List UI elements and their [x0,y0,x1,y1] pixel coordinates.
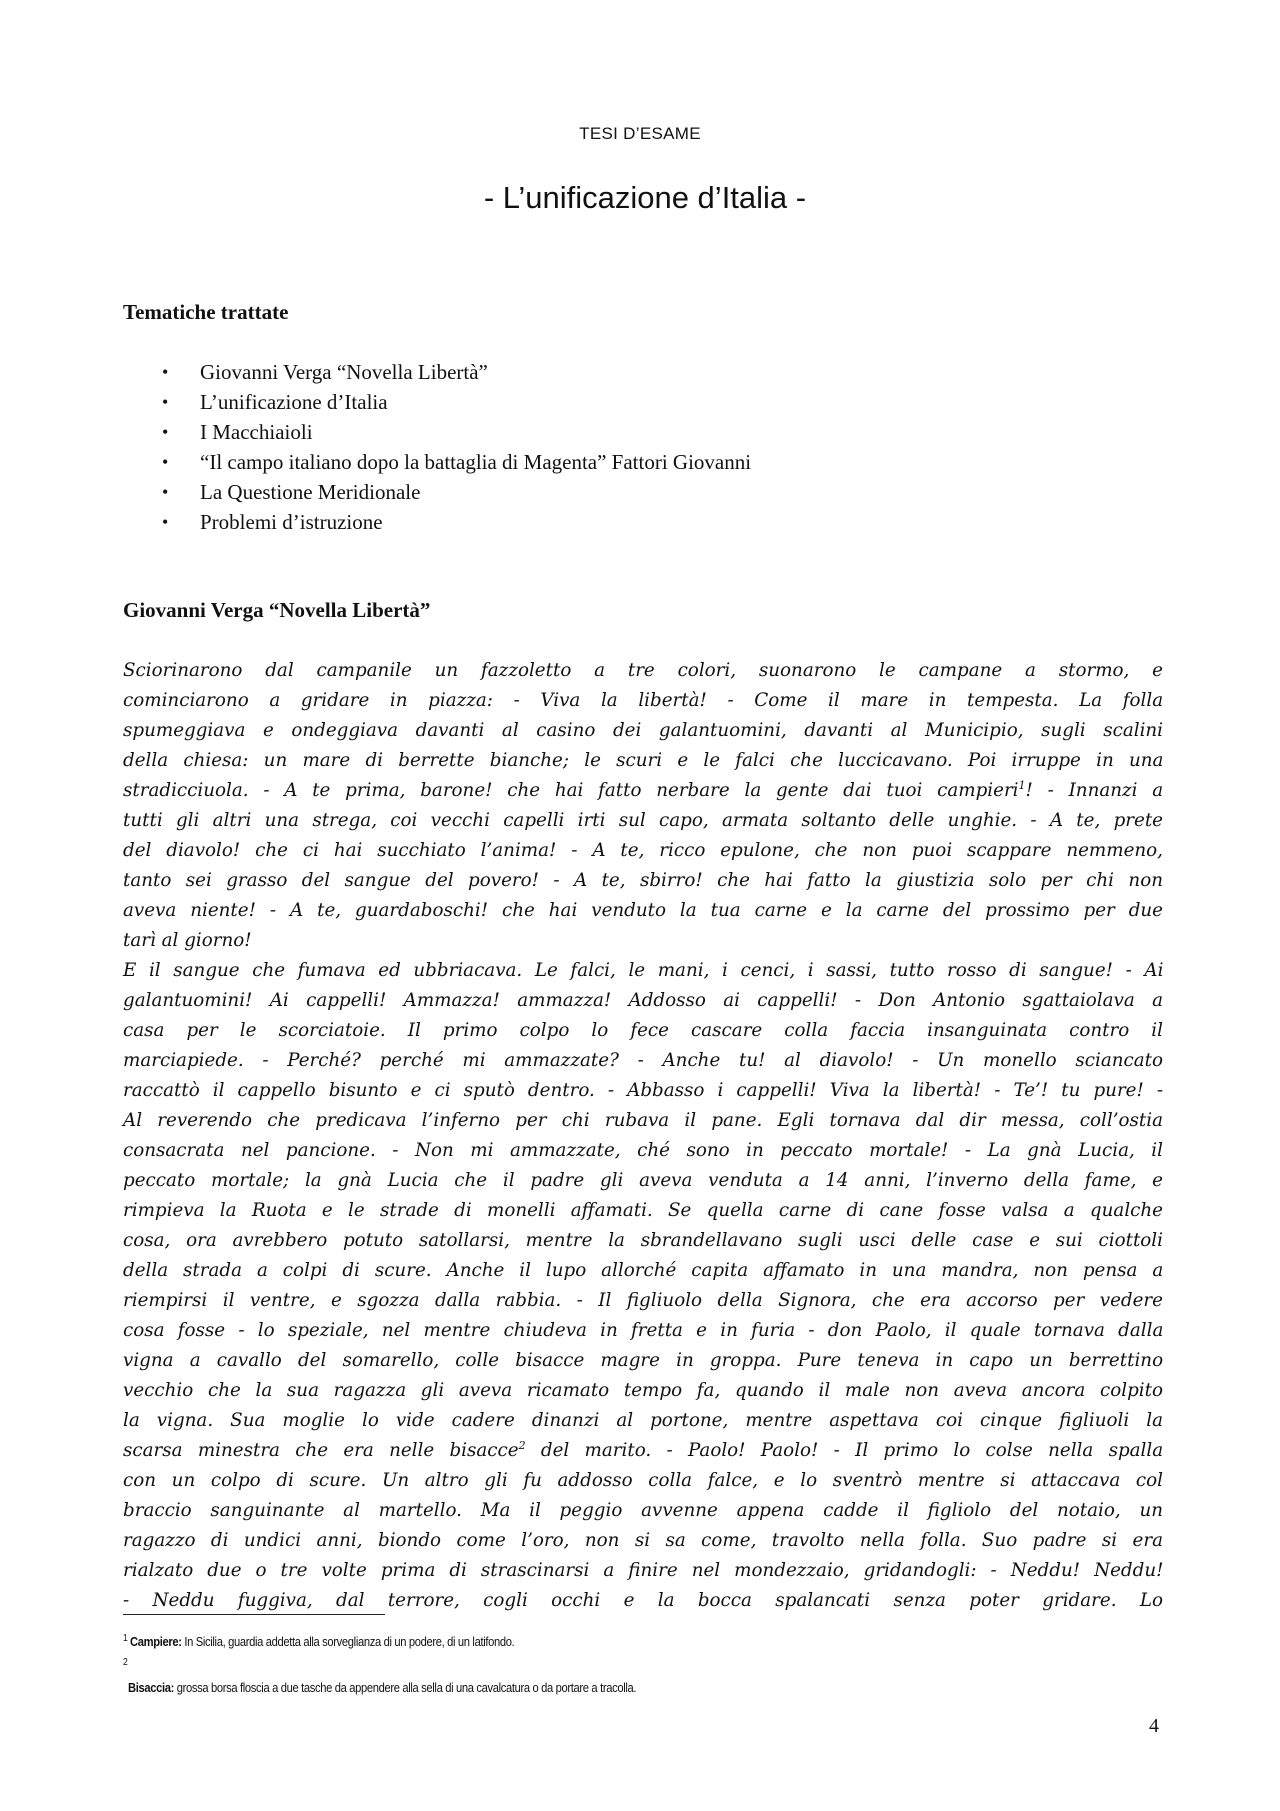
passage-text: del marito. - Paolo! Paolo! - Il primo lo colse nella spalla [525,1440,1164,1461]
footnote-separator [123,1614,385,1615]
section-heading-verga: Giovanni Verga “Novella Libertà” [123,598,431,622]
passage-line: cosa fosse - lo speziale, nel mentre chiudeva in fretta e in furia - don Paolo, il quale tornava dalla [123,1320,1164,1341]
passage-text: scarsa minestra che era nelle bisacce [123,1440,519,1461]
topic-label: Problemi d’istruzione [200,510,383,534]
passage-line: cominciarono a gridare in piazza: - Viva la libertà! - Come il mare in tempesta. La folla [123,690,1164,711]
passage-text: stradicciuola. - A te prima, barone! che hai fatto nerbare la gente dai tuoi campieri [123,780,1019,801]
topic-item [160,417,751,447]
passage-line: Sciorinarono dal campanile un fazzoletto a tre colori, suonarono le campane a stormo, e [123,660,1163,681]
topic-label: L’unificazione d’Italia [200,390,388,414]
bullet-icon: • [162,512,169,532]
passage-line: rialzato due o tre volte prima di strascinarsi a finire nel mondezzaio, gridandogli: - Neddu! Neddu! [123,1560,1164,1581]
passage-line: spumeggiava e ondeggiava davanti al casino dei galantuomini, davanti al Municipio, sugli scalini [123,720,1164,741]
bullet-icon: • [162,452,169,472]
page-number: 4 [1149,1715,1159,1737]
passage-line: riempirsi il ventre, e sgozza dalla rabbia. - Il figliuolo della Signora, che era accorso per vedere [123,1290,1163,1311]
passage-line: tutti gli altri una strega, coi vecchi capelli irti sul capo, armata soltanto delle unghie. - A te, prete [123,810,1163,831]
document-title: - L’unificazione d’Italia - [483,180,807,215]
passage-line: braccio sanguinante al martello. Ma il peggio avvenne appena cadde il figliolo del notaio, un [123,1500,1163,1521]
passage-line: con un colpo di scure. Un altro gli fu addosso colla falce, e lo sventrò mentre si attaccava col [123,1470,1163,1491]
footnote-text: In Sicilia, guardia addetta alla sorveglianza di un podere, di un latifondo. [181,1634,515,1649]
topic-item [160,477,751,507]
passage-line: della strada a colpi di scure. Anche il lupo allorché capita affamato in una mandra, non pensa a [123,1260,1164,1281]
passage-line: consacrata nel pancione. - Non mi ammazzate, ché sono in peccato mortale! - La gnà Lucia, il [123,1140,1163,1161]
footnote-reference[interactable]: 2 [518,1438,526,1452]
bullet-icon: • [162,482,169,502]
passage-line: marciapiede. - Perché? perché mi ammazzate? - Anche tu! al diavolo! - Un monello sciancato [123,1050,1163,1071]
footnote-1 [123,1634,514,1649]
passage-line: della chiesa: un mare di berrette bianche; le scuri e le falci che luccicavano. Poi irruppe in una [123,750,1164,771]
footnote-term: Bisaccia: [128,1680,175,1695]
passage-line: tarì al giorno! [123,930,252,951]
bullet-icon: • [162,392,169,412]
topic-label: “Il campo italiano dopo la battaglia di Magenta” Fattori Giovanni [200,450,752,474]
passage-line [123,776,1163,806]
passage-line [123,1436,1163,1466]
footnote-term: Campiere: [130,1634,182,1649]
passage-line: la vigna. Sua moglie lo vide cadere dinanzi al portone, mentre aspettava coi cinque figliuoli la [123,1410,1163,1431]
passage-line: tanto sei grasso del sangue del povero! - A te, sbirro! che hai fatto la giustizia solo per chi non [123,870,1163,891]
passage-line: rimpieva la Ruota e le strade di monelli affamati. Se quella carne di cane fosse valsa a qualche [123,1200,1163,1221]
passage-line: galantuomini! Ai cappelli! Ammazza! ammazza! Addosso ai cappelli! - Don Antonio sgattaiolava a [123,990,1163,1011]
topics-heading: Tematiche trattate [123,300,289,324]
footnote-2 [128,1680,636,1695]
passage-line: E il sangue che fumava ed ubbriacava. Le falci, le mani, i cenci, i sassi, tutto rosso di sangue! - Ai [123,960,1164,981]
passage-line: peccato mortale; la gnà Lucia che il padre gli aveva venduta a 14 anni, l’inverno della fame, e [123,1170,1163,1191]
topic-item [160,447,751,477]
topic-item [160,507,751,537]
passage-line: ragazzo di undici anni, biondo come l’oro, non si sa come, travolto nella folla. Suo padre si era [123,1530,1163,1551]
passage-text: ! - Innanzi a [1025,780,1164,801]
passage-line: raccattò il cappello bisunto e ci sputò dentro. - Abbasso i cappelli! Viva la libertà! - Te’! tu pure! - [123,1080,1164,1101]
passage-line: cosa, ora avrebbero potuto satollarsi, mentre la sbrandellavano sugli usci delle case e sui ciottoli [123,1230,1163,1251]
footnote-reference[interactable]: 1 [1018,778,1026,792]
footnote-text: grossa borsa floscia a due tasche da appendere alla sella di una cavalcatura o da portare a tracolla. [174,1680,637,1695]
topic-item [160,357,751,387]
footnote-2-number: 2 [123,1657,128,1668]
passage-line: del diavolo! che ci hai succhiato l’anima! - A te, ricco epulone, che non puoi scappare nemmeno, [123,840,1163,861]
passage-line: Al reverendo che predicava l’inferno per chi rubava il pane. Egli tornava dal dir messa, coll’ostia [123,1110,1163,1131]
document-header-label: TESI D’ESAME [579,124,701,143]
topic-label: Giovanni Verga “Novella Libertà” [200,360,488,384]
bullet-icon: • [162,422,169,442]
passage-line: aveva niente! - A te, guardaboschi! che hai venduto la tua carne e la carne del prossimo per due [123,900,1163,921]
topics-list [160,357,751,537]
passage-line: casa per le scorciatoie. Il primo colpo lo fece cascare colla faccia insanguinata contro il [123,1020,1163,1041]
footnote-number: 1 [123,1632,128,1644]
bullet-icon: • [162,362,169,382]
passage-line: vigna a cavallo del somarello, colle bisacce magre in groppa. Pure teneva in capo un berrettino [123,1350,1164,1371]
topic-item [160,387,751,417]
passage-line: - Neddu fuggiva, dal terrore, cogli occhi e la bocca spalancati senza poter gridare. Lo [123,1590,1163,1611]
topic-label: La Questione Meridionale [200,480,421,504]
topic-label: I Macchiaioli [200,420,313,444]
quoted-passage [123,656,1163,1616]
passage-line: vecchio che la sua ragazza gli aveva ricamato tempo fa, quando il male non aveva ancora colpito [123,1380,1163,1401]
